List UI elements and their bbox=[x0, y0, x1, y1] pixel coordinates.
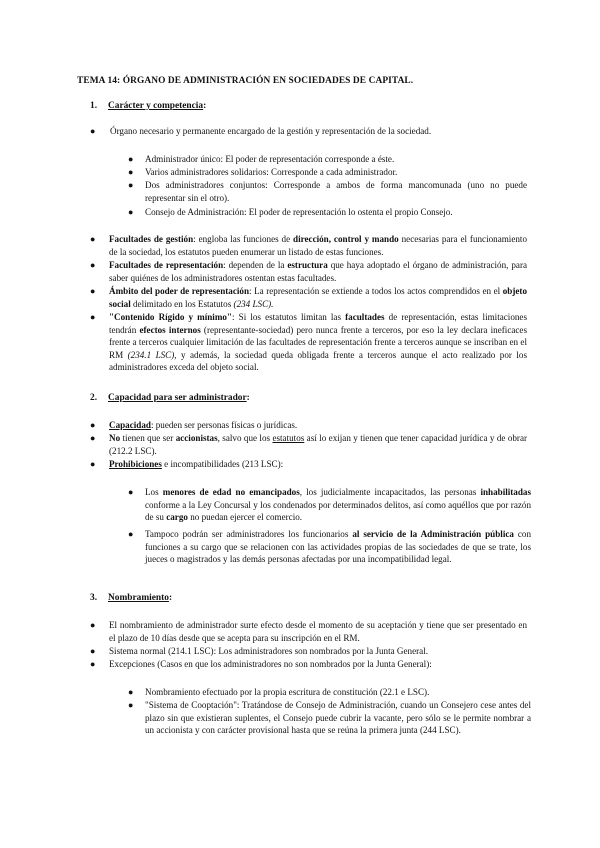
list-item-prohibiciones: Prohibiciones e incompatibilidades (213 LSC): bbox=[109, 459, 284, 469]
list-item-ambito: Ámbito del poder de representación: La representación se extiende a todos los actos comprendidos en el objeto social delimitado en los Estatutos (234 LSC). bbox=[109, 286, 527, 309]
bullet-icon: ● bbox=[90, 234, 96, 244]
section-heading-1: 1. Carácter y competencia: bbox=[90, 101, 207, 111]
list-item-facultades-representacion: Facultades de representación: dependen de la estructura que haya adoptado el órgano de administración, para saber quiénes de los administradores ostentan estas facultades. bbox=[109, 260, 528, 283]
list-item: Excepciones (Casos en que los administradores no son nombrados por la Junta General): bbox=[109, 659, 432, 669]
list-item: El nombramiento de administrador surte efecto desde el momento de su aceptación y tiene que ser presentado en el plazo de 10 días desde que se acepta para su inscripción en el RM. bbox=[109, 620, 527, 643]
section-heading-2: 2. Capacidad para ser administrador: bbox=[90, 393, 250, 403]
sub-list-item: Consejo de Administración: El poder de representación lo ostenta el propio Consejo. bbox=[145, 207, 453, 217]
section-number: 2. bbox=[90, 393, 98, 403]
list-item-contenido-rigido: "Contenido Rígido y mínimo": Si los estatutos limitan las facultades de representación, estas limitaciones tendrán efectos internos (representante-sociedad) pero nunca frente a terceros, por eso la ley declara ineficaces frente a terceros cualquier limitación de las facultades de representación frente a terceros aunque se inscriban en el RM (234.1 LSC), y además, la sociedad queda obligada frente a terceros aunque el acto realizado por los administradores exceda del objeto social. bbox=[109, 312, 528, 373]
bullet-icon: ● bbox=[90, 420, 96, 430]
page-title: TEMA 14: ÓRGANO DE ADMINISTRACIÓN EN SOCIEDADES DE CAPITAL. bbox=[77, 76, 414, 86]
sub-list-item: Dos administradores conjuntos: Corresponde a ambos de forma mancomunada (uno no puede representar sin el otro). bbox=[145, 180, 527, 203]
bullet-icon: ● bbox=[90, 646, 96, 656]
bullet-icon: ● bbox=[90, 312, 96, 322]
section-number: 1. bbox=[90, 101, 98, 111]
bullet-icon: ● bbox=[90, 126, 96, 136]
bullet-icon: ● bbox=[90, 286, 96, 296]
bullet-icon: ● bbox=[128, 700, 134, 710]
section-number: 3. bbox=[90, 593, 98, 603]
bullet-icon: ● bbox=[128, 207, 134, 217]
section-heading-3: 3. Nombramiento: bbox=[90, 593, 173, 603]
list-item: Sistema normal (214.1 LSC): Los administradores son nombrados por la Junta General. bbox=[109, 646, 428, 656]
section-label: Nombramiento bbox=[108, 593, 169, 603]
sub-list-item: Administrador único: El poder de representación corresponde a éste. bbox=[145, 154, 395, 164]
bullet-icon: ● bbox=[128, 167, 134, 177]
bullet-icon: ● bbox=[128, 529, 134, 539]
bullet-icon: ● bbox=[128, 154, 134, 164]
bullet-icon: ● bbox=[90, 260, 96, 270]
bullet-icon: ● bbox=[90, 659, 96, 669]
bullet-icon: ● bbox=[90, 433, 96, 443]
sub-list-item: Tampoco podrán ser administradores los funcionarios al servicio de la Administración pública con funciones a su cargo que se relacionen con las actividades propias de las sociedades de que se trate, los jueces o magistrados y las demás personas afectadas por una incompatibilidad legal. bbox=[145, 529, 531, 565]
bullet-icon: ● bbox=[128, 180, 134, 190]
sub-list-item: Los menores de edad no emancipados, los judicialmente incapacitados, las personas inhabilitadas conforme a la Ley Concursal y los condenados por determinados delitos, así como aquéllos que por razón de su cargo no puedan ejercer el comercio. bbox=[145, 487, 531, 523]
sub-list-item: Nombramiento efectuado por la propia escritura de constitución (22.1 e LSC). bbox=[145, 687, 430, 697]
bullet-icon: ● bbox=[128, 487, 134, 497]
section-label: Capacidad para ser administrador bbox=[108, 393, 247, 403]
section-label: Carácter y competencia bbox=[108, 101, 204, 111]
sub-list-item: Varios administradores solidarios: Corresponde a cada administrador. bbox=[145, 167, 398, 177]
list-item-capacidad: Capacidad: pueden ser personas físicas o jurídicas. bbox=[109, 420, 298, 430]
bullet-icon: ● bbox=[90, 459, 96, 469]
sub-list-item: "Sistema de Cooptación": Tratándose de Consejo de Administración, cuando un Consejero cese antes del plazo sin que existieran suplentes, el Consejo puede cubrir la vacante, pero sólo se le permite nombrar a un accionista y con carácter provisional hasta que se reúna la primera junta (244 LSC). bbox=[145, 700, 531, 736]
list-item-no-accionistas: No tienen que ser accionistas, salvo que los estatutos así lo exijan y tienen que tener capacidad jurídica y de obrar (212.2 LSC). bbox=[109, 433, 528, 456]
list-item-facultades-gestion: Facultades de gestión: engloba las funciones de dirección, control y mando necesarias para el funcionamiento de la sociedad, los estatutos pueden enumerar un listado de estas funciones. bbox=[109, 234, 527, 257]
bullet-icon: ● bbox=[90, 620, 96, 630]
bullet-icon: ● bbox=[128, 687, 134, 697]
list-item: Órgano necesario y permanente encargado de la gestión y representación de la sociedad. bbox=[110, 126, 432, 136]
